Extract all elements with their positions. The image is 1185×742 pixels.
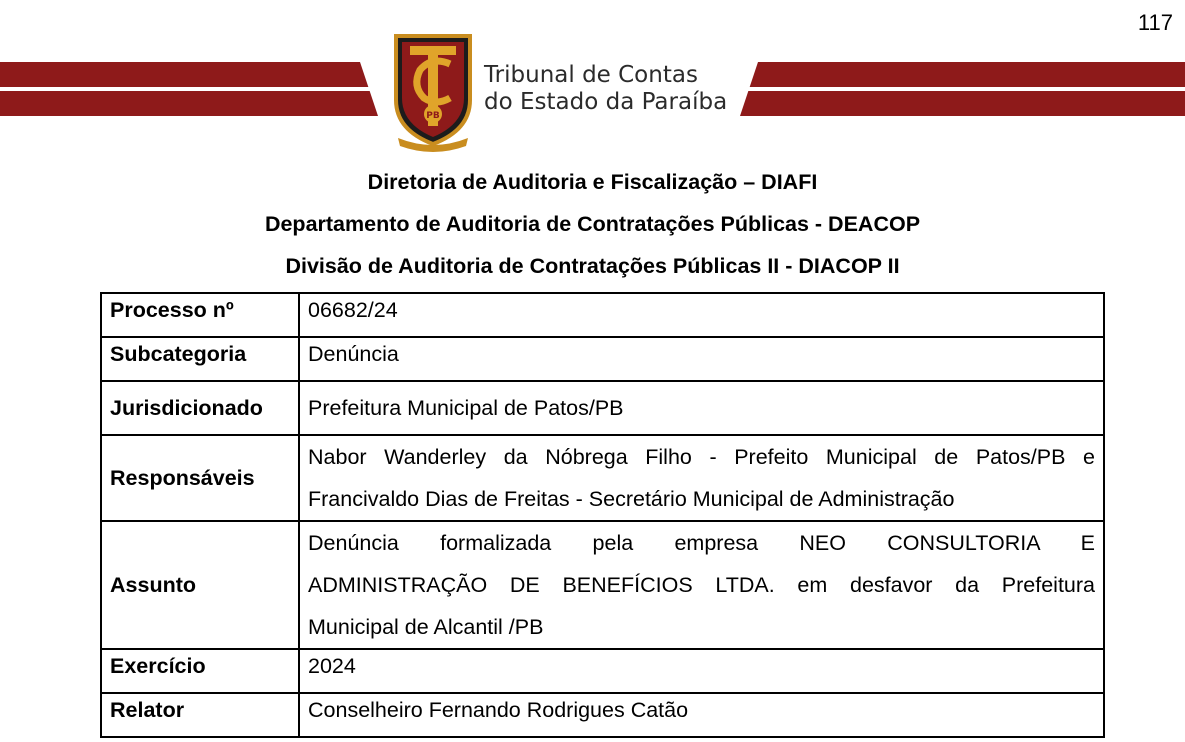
row-label: Subcategoria xyxy=(101,337,299,381)
table-row xyxy=(101,381,1104,435)
heading-directorate: Diretoria de Auditoria e Fiscalização – DIAFI xyxy=(367,170,818,194)
row-value-line: ADMINISTRAÇÃO DE BENEFÍCIOS LTDA. em desfavor da Prefeitura xyxy=(308,573,1095,597)
row-label: Assunto xyxy=(101,521,299,649)
table-row xyxy=(101,693,1104,737)
row-value: 2024 xyxy=(299,649,1104,693)
process-info-table xyxy=(100,292,1105,738)
row-label: Jurisdicionado xyxy=(101,381,299,435)
row-value: Conselheiro Fernando Rodrigues Catão xyxy=(299,693,1104,737)
header-band-left xyxy=(0,62,380,116)
row-label: Exercício xyxy=(101,649,299,693)
row-label: Responsáveis xyxy=(101,435,299,521)
table-row xyxy=(101,649,1104,693)
logo-badge-text: PB xyxy=(426,111,440,121)
table-row xyxy=(101,435,1104,521)
row-value-line: Denúncia formalizada pela empresa NEO CONSULTORIA E xyxy=(308,531,1095,555)
row-label: Processo nº xyxy=(101,293,299,337)
row-value-line: Municipal de Alcantil /PB xyxy=(308,615,544,639)
document-headings xyxy=(0,168,1185,294)
page-number: 117 xyxy=(1137,10,1173,35)
org-name-line2: do Estado da Paraíba xyxy=(484,89,728,115)
row-value: Prefeitura Municipal de Patos/PB xyxy=(299,381,1104,435)
row-value-line: Nabor Wanderley da Nóbrega Filho - Prefeito Municipal de Patos/PB e xyxy=(308,445,1095,469)
table-row xyxy=(101,337,1104,381)
row-value: 06682/24 xyxy=(299,293,1104,337)
row-value-line: Francivaldo Dias de Freitas - Secretário Municipal de Administração xyxy=(308,487,955,511)
table-row xyxy=(101,521,1104,649)
header-band-right xyxy=(740,62,1185,116)
org-name xyxy=(484,62,727,116)
tce-pb-logo xyxy=(392,30,474,154)
row-value: Denúncia xyxy=(299,337,1104,381)
heading-department: Departamento de Auditoria de Contratações Públicas - DEACOP xyxy=(264,212,921,236)
heading-division: Divisão de Auditoria de Contratações Públicas II - DIACOP II xyxy=(285,254,900,278)
table-row xyxy=(101,293,1104,337)
row-value xyxy=(299,435,1104,521)
org-name-line1: Tribunal de Contas xyxy=(484,62,698,88)
row-value xyxy=(299,521,1104,649)
row-label: Relator xyxy=(101,693,299,737)
